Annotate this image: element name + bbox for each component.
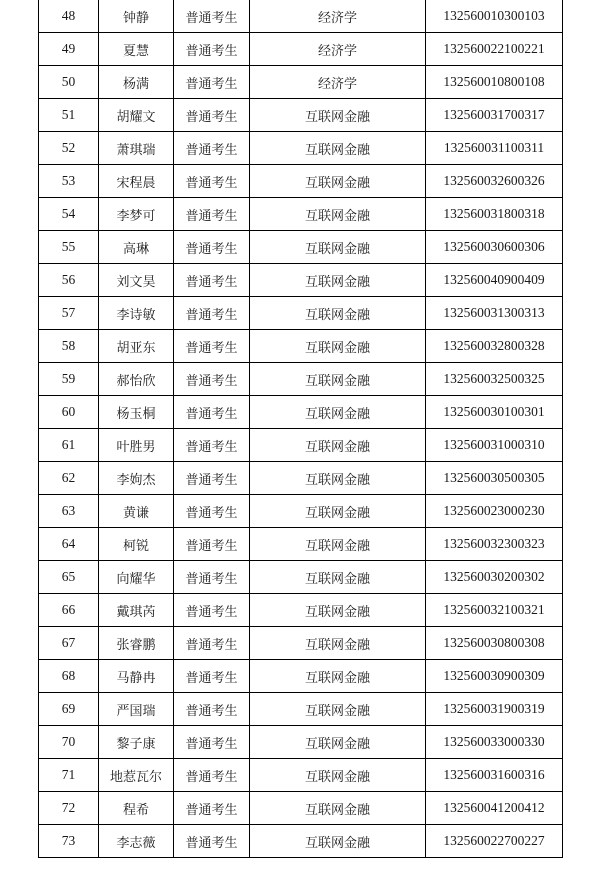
candidate-type-cell: 普通考生 xyxy=(174,264,250,297)
major-cell: 互联网金融 xyxy=(250,693,426,726)
student-name-cell: 胡耀文 xyxy=(99,99,174,132)
major-cell: 互联网金融 xyxy=(250,462,426,495)
candidate-type-cell: 普通考生 xyxy=(174,429,250,462)
row-number-cell: 70 xyxy=(39,726,99,759)
student-name-cell: 杨玉桐 xyxy=(99,396,174,429)
major-cell: 互联网金融 xyxy=(250,627,426,660)
row-number-cell: 54 xyxy=(39,198,99,231)
student-name-cell: 郝怡欣 xyxy=(99,363,174,396)
table-row xyxy=(39,396,563,429)
candidate-type-cell: 普通考生 xyxy=(174,33,250,66)
student-name-cell: 李志薇 xyxy=(99,825,174,858)
candidate-id-cell: 132560032100321 xyxy=(426,594,563,627)
candidate-id-cell: 132560031800318 xyxy=(426,198,563,231)
row-number-cell: 64 xyxy=(39,528,99,561)
candidate-id-cell: 132560041200412 xyxy=(426,792,563,825)
major-cell: 互联网金融 xyxy=(250,759,426,792)
student-name-cell: 高琳 xyxy=(99,231,174,264)
candidate-type-cell: 普通考生 xyxy=(174,363,250,396)
candidate-type-cell: 普通考生 xyxy=(174,297,250,330)
row-number-cell: 48 xyxy=(39,0,99,33)
student-name-cell: 宋程晨 xyxy=(99,165,174,198)
candidate-id-cell: 132560030900309 xyxy=(426,660,563,693)
row-number-cell: 65 xyxy=(39,561,99,594)
admission-roster-table xyxy=(38,0,563,858)
major-cell: 互联网金融 xyxy=(250,660,426,693)
candidate-id-cell: 132560010800108 xyxy=(426,66,563,99)
candidate-id-cell: 132560031100311 xyxy=(426,132,563,165)
candidate-id-cell: 132560030500305 xyxy=(426,462,563,495)
candidate-id-cell: 132560032300323 xyxy=(426,528,563,561)
candidate-type-cell: 普通考生 xyxy=(174,594,250,627)
table-row xyxy=(39,759,563,792)
major-cell: 互联网金融 xyxy=(250,561,426,594)
candidate-id-cell: 132560022100221 xyxy=(426,33,563,66)
row-number-cell: 60 xyxy=(39,396,99,429)
table-row xyxy=(39,495,563,528)
candidate-id-cell: 132560031900319 xyxy=(426,693,563,726)
student-name-cell: 程希 xyxy=(99,792,174,825)
table-row xyxy=(39,528,563,561)
candidate-id-cell: 132560030100301 xyxy=(426,396,563,429)
row-number-cell: 63 xyxy=(39,495,99,528)
student-name-cell: 张睿鹏 xyxy=(99,627,174,660)
candidate-type-cell: 普通考生 xyxy=(174,726,250,759)
table-row xyxy=(39,99,563,132)
major-cell: 互联网金融 xyxy=(250,99,426,132)
candidate-type-cell: 普通考生 xyxy=(174,528,250,561)
major-cell: 互联网金融 xyxy=(250,528,426,561)
row-number-cell: 56 xyxy=(39,264,99,297)
student-name-cell: 夏慧 xyxy=(99,33,174,66)
candidate-type-cell: 普通考生 xyxy=(174,99,250,132)
student-name-cell: 萧琪瑞 xyxy=(99,132,174,165)
major-cell: 互联网金融 xyxy=(250,330,426,363)
candidate-type-cell: 普通考生 xyxy=(174,759,250,792)
table-row xyxy=(39,363,563,396)
table-row xyxy=(39,561,563,594)
row-number-cell: 67 xyxy=(39,627,99,660)
table-row xyxy=(39,66,563,99)
row-number-cell: 73 xyxy=(39,825,99,858)
candidate-id-cell: 132560022700227 xyxy=(426,825,563,858)
table-row xyxy=(39,132,563,165)
student-name-cell: 叶胜男 xyxy=(99,429,174,462)
candidate-id-cell: 132560030200302 xyxy=(426,561,563,594)
table-row xyxy=(39,825,563,858)
candidate-id-cell: 132560030800308 xyxy=(426,627,563,660)
row-number-cell: 55 xyxy=(39,231,99,264)
candidate-type-cell: 普通考生 xyxy=(174,561,250,594)
candidate-type-cell: 普通考生 xyxy=(174,231,250,264)
table-row xyxy=(39,660,563,693)
candidate-id-cell: 132560033000330 xyxy=(426,726,563,759)
student-name-cell: 柯锐 xyxy=(99,528,174,561)
candidate-type-cell: 普通考生 xyxy=(174,132,250,165)
student-name-cell: 刘文昊 xyxy=(99,264,174,297)
candidate-id-cell: 132560030600306 xyxy=(426,231,563,264)
table-row xyxy=(39,231,563,264)
table-row xyxy=(39,693,563,726)
candidate-type-cell: 普通考生 xyxy=(174,495,250,528)
row-number-cell: 71 xyxy=(39,759,99,792)
major-cell: 互联网金融 xyxy=(250,363,426,396)
student-name-cell: 李姁杰 xyxy=(99,462,174,495)
candidate-id-cell: 132560031000310 xyxy=(426,429,563,462)
candidate-id-cell: 132560023000230 xyxy=(426,495,563,528)
student-name-cell: 李梦可 xyxy=(99,198,174,231)
candidate-type-cell: 普通考生 xyxy=(174,693,250,726)
table-row xyxy=(39,792,563,825)
candidate-id-cell: 132560040900409 xyxy=(426,264,563,297)
student-name-cell: 胡亚东 xyxy=(99,330,174,363)
candidate-id-cell: 132560032500325 xyxy=(426,363,563,396)
candidate-type-cell: 普通考生 xyxy=(174,825,250,858)
candidate-id-cell: 132560031700317 xyxy=(426,99,563,132)
student-name-cell: 向耀华 xyxy=(99,561,174,594)
major-cell: 互联网金融 xyxy=(250,297,426,330)
major-cell: 经济学 xyxy=(250,66,426,99)
major-cell: 互联网金融 xyxy=(250,792,426,825)
row-number-cell: 59 xyxy=(39,363,99,396)
major-cell: 互联网金融 xyxy=(250,429,426,462)
row-number-cell: 66 xyxy=(39,594,99,627)
row-number-cell: 57 xyxy=(39,297,99,330)
row-number-cell: 52 xyxy=(39,132,99,165)
candidate-type-cell: 普通考生 xyxy=(174,462,250,495)
row-number-cell: 50 xyxy=(39,66,99,99)
candidate-type-cell: 普通考生 xyxy=(174,198,250,231)
row-number-cell: 72 xyxy=(39,792,99,825)
row-number-cell: 69 xyxy=(39,693,99,726)
major-cell: 互联网金融 xyxy=(250,264,426,297)
candidate-type-cell: 普通考生 xyxy=(174,660,250,693)
table-row xyxy=(39,429,563,462)
table-row xyxy=(39,165,563,198)
major-cell: 互联网金融 xyxy=(250,594,426,627)
table-row xyxy=(39,594,563,627)
student-name-cell: 李诗敏 xyxy=(99,297,174,330)
row-number-cell: 62 xyxy=(39,462,99,495)
major-cell: 互联网金融 xyxy=(250,825,426,858)
row-number-cell: 68 xyxy=(39,660,99,693)
major-cell: 经济学 xyxy=(250,33,426,66)
major-cell: 互联网金融 xyxy=(250,726,426,759)
row-number-cell: 61 xyxy=(39,429,99,462)
major-cell: 互联网金融 xyxy=(250,132,426,165)
student-name-cell: 地惹瓦尔 xyxy=(99,759,174,792)
candidate-type-cell: 普通考生 xyxy=(174,330,250,363)
table-row xyxy=(39,33,563,66)
table-row xyxy=(39,462,563,495)
major-cell: 互联网金融 xyxy=(250,495,426,528)
candidate-id-cell: 132560031300313 xyxy=(426,297,563,330)
row-number-cell: 51 xyxy=(39,99,99,132)
candidate-id-cell: 132560031600316 xyxy=(426,759,563,792)
candidate-id-cell: 132560010300103 xyxy=(426,0,563,33)
row-number-cell: 49 xyxy=(39,33,99,66)
major-cell: 互联网金融 xyxy=(250,165,426,198)
student-name-cell: 黄谦 xyxy=(99,495,174,528)
major-cell: 经济学 xyxy=(250,0,426,33)
student-name-cell: 杨满 xyxy=(99,66,174,99)
candidate-type-cell: 普通考生 xyxy=(174,66,250,99)
candidate-type-cell: 普通考生 xyxy=(174,396,250,429)
table-row xyxy=(39,198,563,231)
candidate-id-cell: 132560032800328 xyxy=(426,330,563,363)
student-name-cell: 戴琪芮 xyxy=(99,594,174,627)
candidate-type-cell: 普通考生 xyxy=(174,627,250,660)
student-name-cell: 马静冉 xyxy=(99,660,174,693)
candidate-type-cell: 普通考生 xyxy=(174,165,250,198)
candidate-type-cell: 普通考生 xyxy=(174,0,250,33)
table-row xyxy=(39,726,563,759)
candidate-id-cell: 132560032600326 xyxy=(426,165,563,198)
student-name-cell: 严国瑞 xyxy=(99,693,174,726)
table-row xyxy=(39,297,563,330)
student-name-cell: 钟静 xyxy=(99,0,174,33)
major-cell: 互联网金融 xyxy=(250,231,426,264)
table-row xyxy=(39,330,563,363)
major-cell: 互联网金融 xyxy=(250,396,426,429)
row-number-cell: 58 xyxy=(39,330,99,363)
roster-table-body xyxy=(39,0,563,858)
table-row xyxy=(39,264,563,297)
student-name-cell: 黎子康 xyxy=(99,726,174,759)
table-row xyxy=(39,627,563,660)
major-cell: 互联网金融 xyxy=(250,198,426,231)
row-number-cell: 53 xyxy=(39,165,99,198)
table-row xyxy=(39,0,563,33)
candidate-type-cell: 普通考生 xyxy=(174,792,250,825)
